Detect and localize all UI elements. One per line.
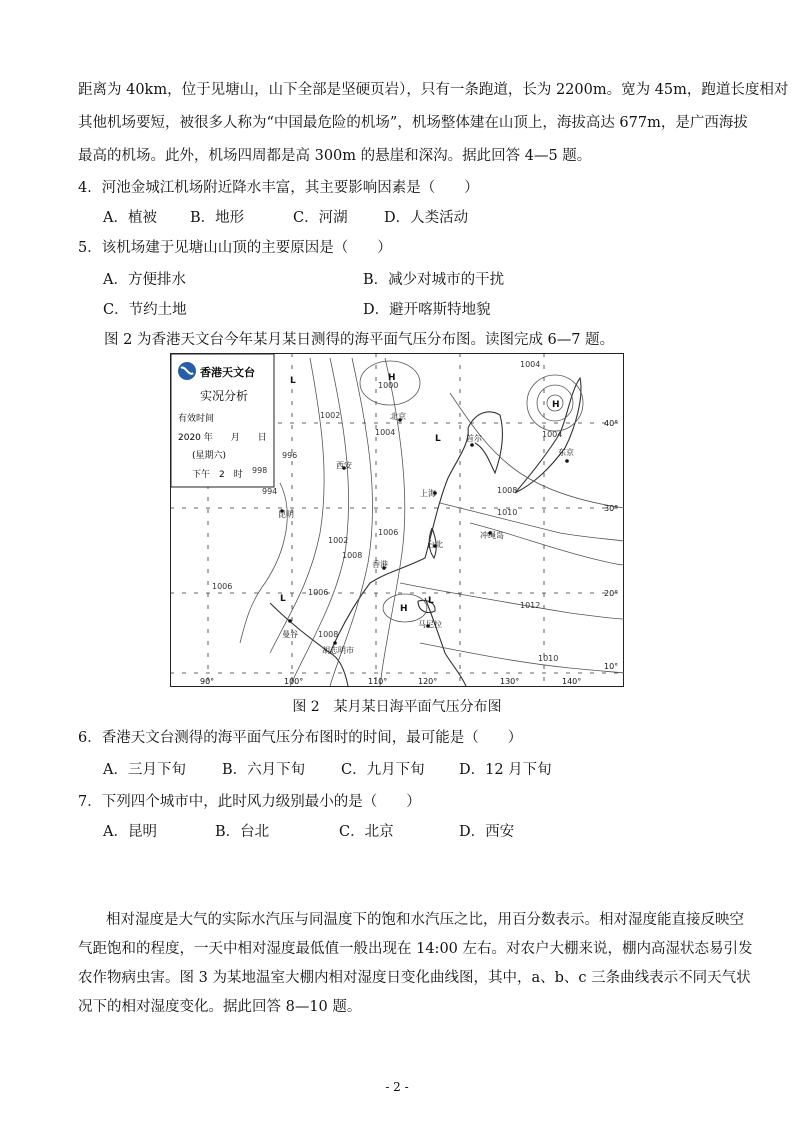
para-line-2: 气距饱和的程度，一天中相对湿度最低值一般出现在 14:00 左右。对农户大棚来说，棚内高湿状态易引发 [78, 941, 753, 957]
isobar-label: 996 [282, 451, 298, 460]
city-label: 昆明 [278, 510, 294, 519]
city-label: 香港 [372, 560, 388, 569]
q5-option-d: D．避开喀斯特地貌 [363, 302, 491, 318]
map-intro: 图 2 为香港天文台今年某月某日测得的海平面气压分布图。读图完成 6—7 题。 [104, 332, 615, 348]
lat-label: 10° [604, 662, 619, 671]
city-label: 马尼拉 [418, 620, 442, 629]
question-5: 5．该机场建于见塘山山顶的主要原因是（ ） [78, 240, 392, 256]
q6-option-b: B．六月下旬 [222, 762, 306, 778]
q5-option-b: B．减少对城市的干扰 [363, 272, 505, 288]
box-line-4: 下午 2 时 [192, 470, 243, 480]
q6-option-c: C．九月下旬 [341, 762, 425, 778]
city-label: 冲绳岛 [480, 531, 504, 540]
isobar-label: 1006 [212, 582, 233, 591]
para-line-4: 况下的相对湿度变化。据此回答 8—10 题。 [78, 999, 362, 1015]
isobar-label: 1012 [520, 601, 541, 610]
para-line-3: 农作物病虫害。图 3 为某地温室大棚内相对湿度日变化曲线图，其中，a、b、c 三条曲线表示不同天气状 [78, 970, 751, 986]
q6-option-a: A．三月下旬 [103, 762, 186, 778]
isobar-label: 1000 [378, 381, 399, 390]
pressure-center-h: H [388, 373, 396, 383]
box-title: 实况分析 [200, 389, 249, 403]
box-line-3: (星期六) [192, 451, 227, 461]
q7-option-b: B．台北 [215, 824, 270, 840]
figure-caption: 图 2 某月某日海平面气压分布图 [292, 699, 502, 715]
pressure-center-l: L [290, 376, 296, 386]
pressure-center-l: L [428, 596, 434, 606]
isobar-label: 1008 [497, 486, 518, 495]
isobar-label: 1010 [538, 654, 559, 663]
pressure-map [170, 353, 624, 687]
lat-label: 20° [604, 589, 619, 598]
q7-option-c: C．北京 [339, 824, 394, 840]
city-label: 曼谷 [282, 630, 298, 639]
question-6: 6．香港天文台测得的海平面气压分布图时的时间，最可能是（ ） [78, 730, 523, 746]
q4-option-d: D．人类活动 [384, 210, 469, 226]
question-7: 7．下列四个城市中，此时风力级别最小的是（ ） [78, 794, 421, 810]
question-4: 4．河池金城江机场附近降水丰富，其主要影响因素是（ ） [78, 180, 479, 196]
q6-option-d: D．12 月下旬 [459, 762, 552, 778]
city-label: 西安 [336, 461, 352, 470]
city-label: 上海 [420, 489, 436, 498]
isobar-label: 1008 [342, 551, 363, 560]
pressure-center-h: H [552, 400, 560, 410]
pressure-center-h: H [400, 604, 408, 614]
lat-label: 30° [604, 504, 619, 513]
logo-text: 香港天文台 [200, 366, 255, 379]
page-number: - 2 - [385, 1080, 409, 1094]
isobar-label: 1006 [308, 588, 329, 597]
lon-label: 130° [500, 677, 520, 686]
isobar-label: 1010 [497, 508, 518, 517]
isobar-label: 1004 [375, 428, 396, 437]
isobar-label: 1006 [378, 528, 399, 537]
lon-label: 120° [418, 677, 438, 686]
intro-line-1: 距离为 40km，位于见塘山，山下全部是坚硬页岩），只有一条跑道，长为 2200m。宽为 45m，跑道长度相对 [78, 82, 789, 98]
q7-option-a: A．昆明 [103, 824, 157, 840]
intro-line-3: 最高的机场。此外，机场四周都是高 300m 的悬崖和深沟。据此回答 4—5 题。 [78, 148, 592, 164]
isobar-label: 1008 [318, 630, 339, 639]
isobar-label: 998 [252, 466, 268, 475]
city-label: 首尔 [466, 434, 482, 443]
isobar-label: 1004 [542, 430, 563, 439]
isobar-label: 1004 [520, 360, 541, 369]
isobar-label: 1002 [320, 411, 341, 420]
lon-label: 140° [562, 677, 582, 686]
q4-option-b: B．地形 [190, 210, 245, 226]
q5-option-a: A．方便排水 [103, 272, 186, 288]
city-label: 胡志明市 [322, 646, 354, 655]
intro-line-2: 其他机场要短，被很多人称为“中国最危险的机场”，机场整体建在山顶上，海拔高达 677m，是广西海拔 [78, 115, 748, 131]
lon-label: 100° [284, 677, 304, 686]
pressure-center-l: L [280, 594, 286, 604]
pressure-center-l: L [435, 434, 441, 444]
box-line-2: 2020 年 月 日 [178, 433, 267, 443]
city-label: 台北 [427, 540, 443, 549]
isobar-label: 994 [262, 487, 278, 496]
humidity-paragraph [78, 906, 753, 1022]
box-line-1: 有效时间 [178, 414, 215, 424]
lon-label: 110° [368, 677, 388, 686]
lat-label: 40° [604, 419, 619, 428]
city-label: 北京 [390, 412, 406, 421]
isobar-label: 1002 [328, 536, 349, 545]
q7-option-d: D．西安 [459, 824, 515, 840]
q4-option-c: C．河湖 [293, 210, 348, 226]
q5-option-c: C．节约土地 [103, 302, 187, 318]
lon-label: 90° [200, 677, 215, 686]
city-label: 东京 [558, 448, 574, 457]
para-line-1: 相对湿度是大气的实际水汽压与同温度下的饱和水汽压之比，用百分数表示。相对湿度能直接反映空 [106, 912, 744, 928]
q4-option-a: A．植被 [103, 210, 157, 226]
